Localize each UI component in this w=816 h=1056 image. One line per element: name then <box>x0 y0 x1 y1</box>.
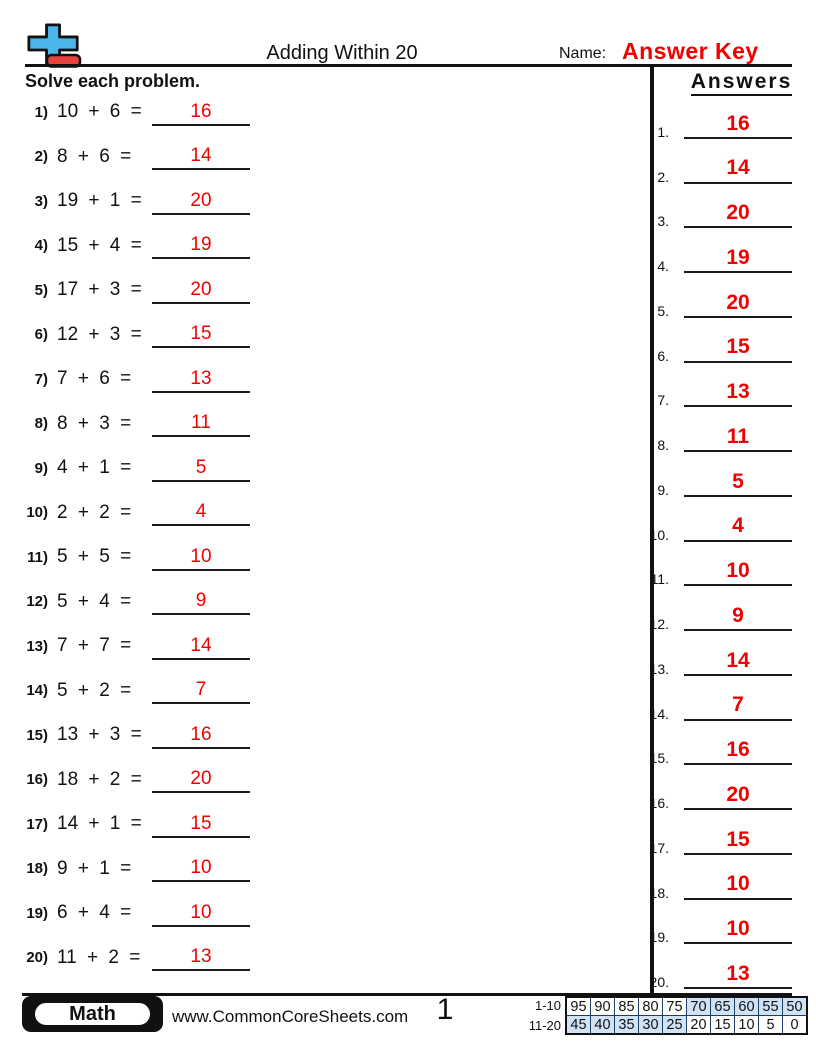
problem-answer: 11 <box>191 412 211 434</box>
answer-row <box>639 767 799 812</box>
problem-answer: 10 <box>190 545 212 567</box>
answer-number: 12. <box>649 616 669 632</box>
score-row-label: 1-10 <box>534 998 561 1014</box>
answer-number: 11. <box>650 571 669 588</box>
problem-answer: 13 <box>190 367 212 389</box>
answer-value: 7 <box>732 693 744 717</box>
answer-number: 10. <box>649 526 669 543</box>
answer-value: 20 <box>726 290 750 314</box>
problem-row <box>0 402 648 447</box>
problem-answer: 13 <box>190 946 212 968</box>
problem-equation: 12 + 3 = <box>57 323 142 345</box>
score-row <box>566 997 807 1016</box>
answer-number: 8. <box>657 437 669 453</box>
answer-value: 9 <box>732 603 744 627</box>
answer-number: 19. <box>649 929 669 946</box>
problem-equation: 7 + 7 = <box>57 635 132 657</box>
answer-number: 20. <box>649 974 669 990</box>
answer-row <box>639 141 799 186</box>
problem-number: 7) <box>34 370 48 388</box>
page-number: 1 <box>436 993 454 1026</box>
problem-equation: 11 + 2 = <box>57 946 141 968</box>
answer-blank-line <box>152 280 250 304</box>
answer-blank-line <box>152 369 250 393</box>
answer-value: 19 <box>726 245 750 269</box>
subject-badge <box>22 996 163 1032</box>
problem-equation: 5 + 4 = <box>57 590 132 612</box>
answer-number: 18. <box>649 884 669 901</box>
answer-blank-line <box>152 591 250 615</box>
answer-row <box>639 409 799 454</box>
answer-line <box>684 693 792 720</box>
problem-answer: 9 <box>195 590 207 612</box>
answer-row <box>639 499 799 544</box>
score-cell: 60 <box>735 997 759 1016</box>
problem-equation: 8 + 3 = <box>57 412 132 434</box>
answer-value: 15 <box>726 335 750 359</box>
score-row <box>566 1016 807 1035</box>
answer-blank-line <box>152 547 250 571</box>
answer-row <box>639 902 799 947</box>
answer-number: 9. <box>657 481 669 498</box>
answer-line <box>684 917 792 944</box>
answers-heading: Answers <box>684 70 799 94</box>
answer-row <box>639 678 799 723</box>
answer-line <box>684 828 792 855</box>
answer-number: 1. <box>657 123 669 140</box>
problem-equation: 4 + 1 = <box>57 457 132 479</box>
answer-number: 3. <box>657 213 669 230</box>
website-url: www.CommonCoreSheets.com <box>172 1007 409 1026</box>
answer-row <box>639 365 799 410</box>
answer-value: 4 <box>732 514 744 538</box>
problem-row <box>0 179 648 224</box>
problem-row <box>0 713 648 758</box>
answers-list <box>639 96 799 991</box>
answer-value: 13 <box>726 961 750 985</box>
answer-blank-line <box>152 502 250 526</box>
answer-line <box>684 112 792 139</box>
problem-equation: 2 + 2 = <box>57 501 132 523</box>
problem-row <box>0 268 648 313</box>
problem-row <box>0 357 648 402</box>
problem-row <box>0 758 648 803</box>
problem-answer: 14 <box>190 145 212 167</box>
answer-blank-line <box>152 413 250 437</box>
score-table-row-labels <box>523 996 561 1035</box>
problem-number: 14) <box>26 682 48 700</box>
problem-answer: 4 <box>195 501 207 523</box>
name-value-answer-key: Answer Key <box>622 38 759 64</box>
problem-equation: 15 + 4 = <box>57 234 142 256</box>
answer-value: 20 <box>726 201 750 225</box>
answer-blank-line <box>152 725 250 749</box>
problem-number: 9) <box>34 459 48 477</box>
answer-blank-line <box>152 903 250 927</box>
answer-line <box>684 738 792 765</box>
instruction-text: Solve each problem. <box>25 71 201 91</box>
problem-answer: 15 <box>190 812 212 834</box>
problems-list <box>0 90 648 980</box>
problem-answer: 14 <box>190 634 212 656</box>
problem-equation: 17 + 3 = <box>57 279 142 301</box>
answer-number: 6. <box>657 347 669 364</box>
problem-row <box>0 446 648 491</box>
problem-row <box>0 624 648 669</box>
problem-answer: 16 <box>190 723 212 745</box>
answer-line <box>684 872 792 899</box>
problem-equation: 19 + 1 = <box>57 190 142 212</box>
answer-line <box>684 380 792 407</box>
answer-row <box>639 186 799 231</box>
problem-equation: 10 + 6 = <box>57 101 142 123</box>
score-cell: 30 <box>639 1016 663 1035</box>
answer-line <box>684 559 792 586</box>
score-cell: 65 <box>711 997 735 1016</box>
answer-number: 16. <box>649 795 669 811</box>
problem-row <box>0 802 648 847</box>
problem-number: 8) <box>34 415 48 433</box>
answer-value: 10 <box>726 872 750 896</box>
name-label: Name: <box>559 45 607 62</box>
answer-row <box>639 812 799 857</box>
answer-row <box>639 857 799 902</box>
score-cell: 50 <box>783 997 808 1016</box>
problem-answer: 7 <box>195 679 207 701</box>
problem-equation: 13 + 3 = <box>57 724 142 746</box>
answer-line <box>684 962 792 989</box>
answer-line <box>684 201 792 228</box>
problem-number: 13) <box>26 637 48 655</box>
answer-value: 20 <box>726 782 750 806</box>
answer-row <box>639 275 799 320</box>
problem-answer: 20 <box>190 278 212 300</box>
problem-number: 11) <box>27 548 48 566</box>
answer-value: 16 <box>726 738 750 762</box>
problem-number: 5) <box>34 281 48 299</box>
score-grid <box>565 996 808 1035</box>
answer-blank-line <box>152 146 250 170</box>
problem-row <box>0 669 648 714</box>
answer-row <box>639 230 799 275</box>
score-cell: 25 <box>663 1016 687 1035</box>
score-cell: 75 <box>663 997 687 1016</box>
problem-answer: 16 <box>190 100 212 122</box>
problem-number: 20) <box>26 949 48 967</box>
answer-row <box>639 454 799 499</box>
problem-number: 18) <box>26 860 48 878</box>
problem-number: 3) <box>34 192 48 210</box>
problem-equation: 9 + 1 = <box>57 857 132 879</box>
answer-line <box>684 156 792 183</box>
problem-number: 1) <box>34 103 48 121</box>
answer-row <box>639 96 799 141</box>
problem-answer: 5 <box>195 456 207 478</box>
problem-row <box>0 224 648 269</box>
answer-line <box>684 335 792 362</box>
answer-value: 14 <box>726 648 750 672</box>
answer-blank-line <box>152 324 250 348</box>
answer-blank-line <box>152 858 250 882</box>
problem-number: 12) <box>26 593 48 611</box>
problem-number: 10) <box>26 504 48 522</box>
answer-number: 17. <box>649 839 669 856</box>
score-cell: 15 <box>711 1016 735 1035</box>
answer-value: 10 <box>726 559 750 583</box>
answer-number: 5. <box>657 302 669 319</box>
problem-number: 15) <box>26 726 48 744</box>
problem-number: 2) <box>34 148 48 166</box>
score-cell: 45 <box>566 1016 591 1035</box>
answer-blank-line <box>152 102 250 126</box>
problem-equation: 5 + 2 = <box>57 679 132 701</box>
score-cell: 95 <box>566 997 591 1016</box>
problem-equation: 14 + 1 = <box>57 813 142 835</box>
problem-answer: 19 <box>190 234 212 256</box>
answer-line <box>684 604 792 631</box>
answer-blank-line <box>152 191 250 215</box>
answer-row <box>639 544 799 589</box>
answer-number: 2. <box>657 168 669 185</box>
answer-value: 14 <box>726 156 750 180</box>
answer-row <box>639 320 799 365</box>
answer-value: 16 <box>726 111 750 135</box>
score-cell: 20 <box>687 1016 711 1035</box>
answer-line <box>684 425 792 452</box>
answer-number: 4. <box>657 258 669 274</box>
problem-answer: 20 <box>190 189 212 211</box>
answer-line <box>684 514 792 541</box>
problem-number: 17) <box>26 815 48 833</box>
problem-answer: 10 <box>190 901 212 923</box>
answer-number: 7. <box>657 392 669 409</box>
answer-value: 10 <box>726 917 750 941</box>
answer-blank-line <box>152 769 250 793</box>
answer-row <box>639 633 799 678</box>
answer-number: 14. <box>649 705 669 722</box>
answer-line <box>684 783 792 810</box>
answer-number: 15. <box>649 750 669 767</box>
answer-value: 5 <box>732 469 744 493</box>
score-cell: 90 <box>591 997 615 1016</box>
answer-blank-line <box>152 947 250 971</box>
answer-row <box>639 588 799 633</box>
problem-equation: 18 + 2 = <box>57 768 142 790</box>
score-cell: 70 <box>687 997 711 1016</box>
answer-line <box>684 649 792 676</box>
answer-blank-line <box>152 458 250 482</box>
score-row-label: 11-20 <box>528 1017 561 1033</box>
problem-row <box>0 847 648 892</box>
problem-row <box>0 491 648 536</box>
answer-blank-line <box>152 235 250 259</box>
score-cell: 40 <box>591 1016 615 1035</box>
subject-badge-label: Math <box>32 1000 153 1028</box>
problem-row <box>0 580 648 625</box>
problem-answer: 15 <box>190 323 212 345</box>
answers-panel <box>639 66 799 991</box>
answer-line <box>684 291 792 318</box>
problem-equation: 8 + 6 = <box>57 145 132 167</box>
problem-equation: 7 + 6 = <box>57 368 132 390</box>
problem-row <box>0 313 648 358</box>
problem-answer: 10 <box>190 857 212 879</box>
problem-answer: 20 <box>190 768 212 790</box>
answer-value: 13 <box>726 380 750 404</box>
answer-row <box>639 723 799 768</box>
answer-blank-line <box>152 680 250 704</box>
problem-number: 4) <box>34 237 48 255</box>
answer-blank-line <box>152 814 250 838</box>
score-cell: 10 <box>735 1016 759 1035</box>
score-cell: 85 <box>615 997 639 1016</box>
problem-number: 16) <box>26 771 48 789</box>
answer-blank-line <box>152 636 250 660</box>
problem-equation: 5 + 5 = <box>57 546 132 568</box>
score-cell: 80 <box>639 997 663 1016</box>
score-cell: 35 <box>615 1016 639 1035</box>
problem-row <box>0 135 648 180</box>
answer-line <box>684 470 792 497</box>
score-table <box>523 996 808 1035</box>
worksheet-title: Adding Within 20 <box>266 42 418 64</box>
problem-row <box>0 535 648 580</box>
answer-value: 15 <box>726 827 750 851</box>
answer-line <box>684 246 792 273</box>
score-cell: 5 <box>759 1016 783 1035</box>
problem-row <box>0 936 648 981</box>
problem-row <box>0 90 648 135</box>
problem-row <box>0 891 648 936</box>
answer-value: 11 <box>726 424 750 448</box>
answer-row <box>639 946 799 991</box>
answer-number: 13. <box>649 660 669 677</box>
score-cell: 0 <box>783 1016 808 1035</box>
problem-number: 6) <box>34 326 48 344</box>
problem-number: 19) <box>26 904 48 922</box>
score-cell: 55 <box>759 997 783 1016</box>
problem-equation: 6 + 4 = <box>57 902 132 924</box>
